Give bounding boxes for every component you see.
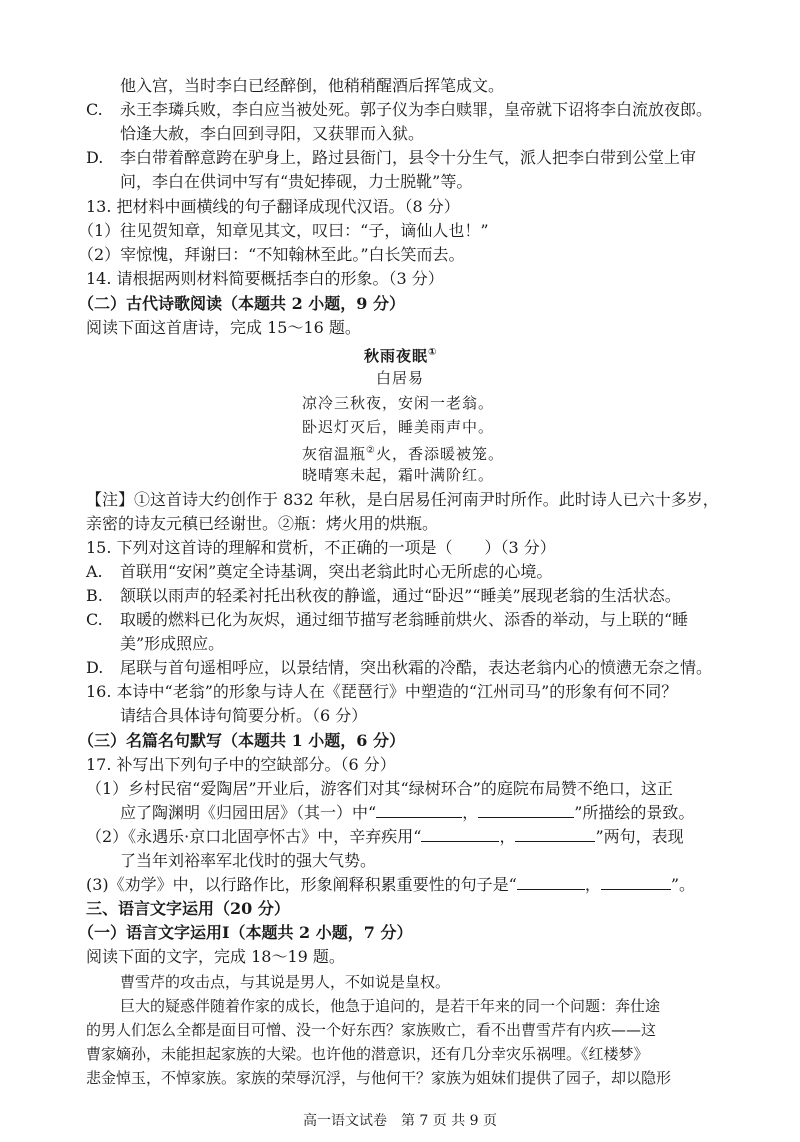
part-three-heading: 三、语言文字运用（20 分） (86, 899, 290, 918)
option-d-text: 李白带着醉意跨在驴身上，路过县衙门，县令十分生气，派人把李白带到公堂上审 (120, 148, 697, 167)
q15-option-d: 尾联与首句遥相呼应，以景结情，突出秋霜的冷酷，表达老翁内心的愤懑无奈之情。 (120, 658, 713, 677)
passage-line: 的男人们怎么全都是面目可憎、没一个好东西？家族败亡，看不出曹雪芹有内疚——这 (86, 1021, 657, 1039)
q15-option-c-2: 美”形成照应。 (120, 634, 225, 653)
passage-line: 巨大的疑惑伴随着作家的成长，他急于追问的，是若干年来的同一个问题：奔仕途 (120, 997, 661, 1015)
option-d-text-2: 问，李白在供词中写有“贵妃捧砚，力士脱靴”等。 (120, 172, 473, 191)
q17-item-3: (3)《劝学》中，以行路作比，形象阐释积累重要性的句子是“ ， ”。 (86, 875, 696, 894)
answer-blank[interactable] (515, 825, 595, 842)
q15-option-a: 首联用“安闲”奠定全诗基调，突出老翁此时心无所虑的心境。 (120, 562, 553, 581)
poem-line: 卧迟灯灭后，睡美雨声中。 (302, 418, 495, 436)
question-14: 14. 请根据两则材料简要概括李白的形象。（3 分） (86, 269, 444, 288)
answer-blank[interactable] (478, 801, 574, 818)
poem-note-2: 亲密的诗友元稹已经谢世。②瓶：烤火用的烘瓶。 (86, 514, 439, 533)
q17-item-1: （1）乡村民宿“爱陶居”开业后，游客们对其“绿树环合”的庭院布局赞不绝口，这正 (86, 779, 673, 798)
poem-line: 晓晴寒未起，霜叶满阶红。 (302, 466, 495, 484)
option-label: C. (86, 100, 103, 119)
option-label: C. (86, 610, 103, 629)
language-instruction: 阅读下面的文字，完成 18～19 题。 (86, 947, 345, 966)
section-poetry-heading: （二）古代诗歌阅读（本题共 2 小题，9 分） (78, 294, 405, 313)
question-16-2: 请结合具体诗句简要分析。（6 分） (120, 706, 368, 725)
option-c-text-2: 恰逢大赦，李白回到寻阳，又获罪而入狱。 (120, 124, 425, 143)
question-13-sentence-1: （1）往见贺知章，知章见其文，叹曰：“子，谪仙人也！” (78, 221, 489, 240)
q15-option-b: 颔联以雨声的轻柔衬托出秋夜的静谧，通过“卧迟”“睡美”展现老翁的生活状态。 (120, 586, 681, 605)
poem-author: 白居易 (376, 369, 425, 387)
option-b-continuation: 他入宫，当时李白已经醉倒，他稍稍醒酒后挥笔成文。 (120, 76, 505, 95)
question-17-title: 17. 补写出下列句子中的空缺部分。（6 分） (86, 755, 396, 774)
question-13-sentence-2: （2）宰惊愧，拜谢曰：“不知翰林至此。”白长笑而去。 (78, 245, 465, 264)
option-label: D. (86, 148, 104, 167)
passage-title: 曹雪芹的攻击点，与其说是男人，不如说是皇权。 (120, 973, 451, 991)
option-label: B. (86, 586, 103, 605)
passage-line: 悲金悼玉，不悼家族。家族的荣辱沉浮，与他何干？家族为姐妹们提供了园子，却以隐形 (86, 1069, 672, 1087)
option-label: D. (86, 658, 104, 677)
q17-item-1-line-2: 应了陶渊明《归园田居》（其一）中“ ， ”所描绘的景致。 (120, 803, 695, 822)
poem-title: 秋雨夜眠① (364, 347, 438, 365)
q17-item-2: （2）《永遇乐·京口北固亭怀古》中，辛弃疾用“ ， ”两句，表现 (86, 827, 684, 846)
question-13-title: 13. 把材料中画横线的句子翻译成现代汉语。（8 分） (86, 197, 460, 216)
answer-blank[interactable] (517, 873, 585, 890)
option-label: A. (86, 562, 103, 581)
poetry-instruction: 阅读下面这首唐诗，完成 15～16 题。 (86, 318, 361, 337)
section-language-heading: （一）语言文字运用Ⅰ（本题共 2 小题，7 分） (78, 923, 413, 942)
option-c-text: 永王李璘兵败，李白应当被处死。郭子仪为李白赎罪，皇帝就下诏将李白流放夜郎。 (120, 100, 713, 119)
poem-note: 【注】①这首诗大约创作于 832 年秋，是白居易任河南尹时所作。此时诗人已六十多岁， (86, 490, 719, 509)
answer-blank[interactable] (601, 873, 671, 890)
poem-line: 凉冷三秋夜，安闲一老翁。 (302, 394, 495, 412)
q17-item-2-line-2: 了当年刘裕率军北伐时的强大气势。 (120, 851, 377, 870)
answer-blank[interactable] (421, 825, 499, 842)
q15-option-c: 取暖的燃料已化为灰烬，通过细节描写老翁睡前烘火、添香的举动，与上联的“睡 (120, 610, 689, 629)
question-16: 16. 本诗中“老翁”的形象与诗人在《琵琶行》中塑造的“江州司马”的形象有何不同？ (86, 682, 678, 701)
poem-line: 灰宿温瓶②火，香添暖被笼。 (302, 445, 504, 463)
section-dictation-heading: （三）名篇名句默写（本题共 1 小题，6 分） (78, 731, 405, 750)
page-footer: 高一语文试卷 第 7 页 共 9 页 (302, 1113, 498, 1129)
passage-line: 曹家嫡孙，未能担起家族的大梁。也许他的潜意识，还有几分幸灾乐祸哩。《红楼梦》 (86, 1045, 649, 1063)
answer-blank[interactable] (376, 801, 462, 818)
question-15-title: 15. 下列对这首诗的理解和赏析，不正确的一项是（ ）（3 分） (86, 538, 556, 557)
